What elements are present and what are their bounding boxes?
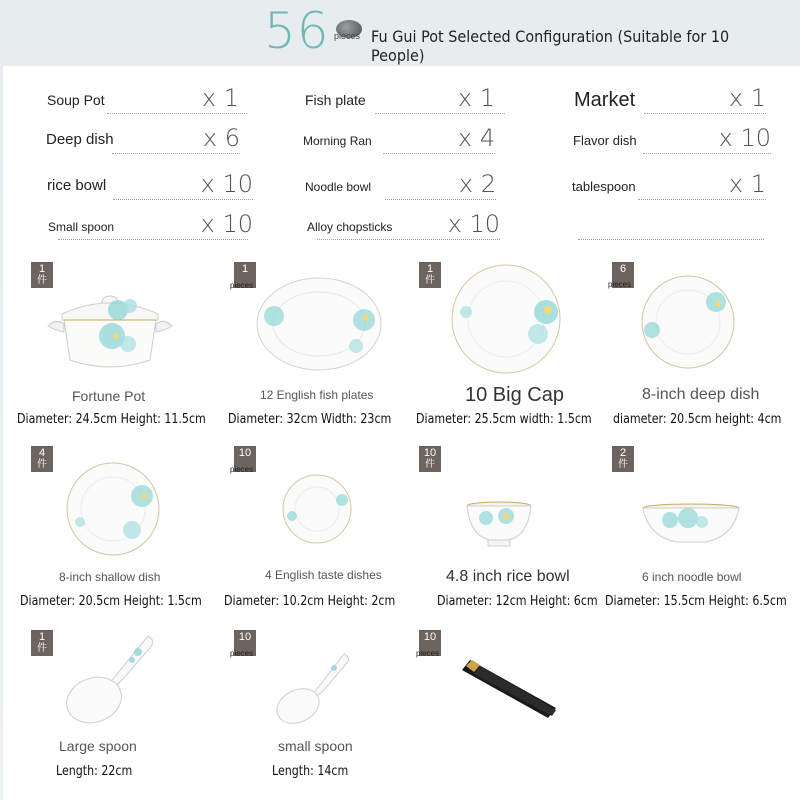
item-name: 8-inch shallow dish <box>59 570 161 584</box>
item-name: small spoon <box>278 738 353 754</box>
config-item: Morning Ran x 4 <box>303 124 495 152</box>
product-item <box>0 444 800 614</box>
item-name: Fortune Pot <box>72 388 146 404</box>
item-name: 10 Big Cap <box>465 384 564 406</box>
item-dimensions: Diameter: 15.5cm Height: 6.5cm <box>605 594 787 609</box>
config-item: Market x 1 <box>574 84 766 112</box>
item-name: 12 English fish plates <box>260 388 374 402</box>
config-item: Soup Pot x 1 <box>47 86 239 112</box>
tureen-icon <box>40 274 180 374</box>
config-item: Small spoon x 10 <box>48 210 253 238</box>
small-spoon-icon <box>274 650 354 730</box>
count-badge: 10 <box>234 630 256 656</box>
count-badge: 10 <box>419 630 441 656</box>
item-name: 8-inch deep dish <box>642 386 760 403</box>
item-dimensions: Diameter: 10.2cm Height: 2cm <box>224 594 396 609</box>
taste-dish-icon <box>282 474 352 544</box>
product-item <box>0 258 800 438</box>
count-badge: 1 件 <box>419 262 441 288</box>
count-badge: 1 件 <box>31 630 53 656</box>
oval-plate-icon <box>256 276 382 372</box>
count-badge: 2 件 <box>612 446 634 472</box>
page-title: Fu Gui Pot Selected Configuration (Suitable for 10 People) <box>371 27 730 65</box>
header <box>0 0 800 66</box>
config-item: tablespoon x 1 <box>572 170 766 198</box>
config-item: Flavor dish x 10 <box>573 124 771 152</box>
item-name: 6 inch noodle bowl <box>642 570 742 584</box>
large-spoon-icon <box>62 630 158 730</box>
item-dimensions: Length: 22cm <box>56 764 133 779</box>
pieces-label: pieces <box>608 280 632 289</box>
config-item: rice bowl x 10 <box>47 170 253 198</box>
pieces-label: pieces <box>416 649 440 658</box>
item-dimensions: Diameter: 25.5cm width: 1.5cm <box>416 412 592 427</box>
item-dimensions: Diameter: 24.5cm Height: 11.5cm <box>17 412 206 427</box>
count-badge: 1 <box>234 262 256 288</box>
big-plate-icon <box>450 264 562 374</box>
config-item: Deep dish x 6 <box>46 124 240 152</box>
chopsticks-icon <box>460 656 560 720</box>
count-badge: 10 件 <box>419 446 441 472</box>
noodle-bowl-icon <box>642 504 740 548</box>
config-item: Alloy chopsticks x 10 <box>307 210 500 238</box>
item-name: 4 English taste dishes <box>265 568 382 582</box>
rice-bowl-icon <box>466 502 532 548</box>
pieces-label: pieces <box>230 281 254 290</box>
shallow-dish-icon <box>66 462 160 556</box>
config-divider <box>578 212 764 238</box>
count-badge: 1 件 <box>31 262 53 288</box>
pieces-label: pieces <box>334 31 361 41</box>
deep-dish-icon <box>640 274 736 370</box>
config-item: Fish plate x 1 <box>305 86 495 112</box>
pieces-label: pieces <box>230 649 254 658</box>
config-item: Noodle bowl x 2 <box>305 170 496 198</box>
item-dimensions: Diameter: 32cm Width: 23cm <box>228 412 392 427</box>
product-item <box>0 630 800 790</box>
item-name: 4.8 inch rice bowl <box>446 568 570 585</box>
count-badge: 4 件 <box>31 446 53 472</box>
item-dimensions: Diameter: 20.5cm Height: 1.5cm <box>20 594 202 609</box>
item-name: Large spoon <box>59 738 137 754</box>
count-badge: 6 <box>612 262 634 288</box>
piece-count: 56 <box>264 2 330 60</box>
item-dimensions: Diameter: 12cm Height: 6cm <box>437 594 598 609</box>
item-dimensions: Length: 14cm <box>272 764 349 779</box>
pieces-label: pieces <box>230 465 254 474</box>
item-dimensions: diameter: 20.5cm height: 4cm <box>613 412 782 427</box>
count-badge: 10 <box>234 446 256 472</box>
